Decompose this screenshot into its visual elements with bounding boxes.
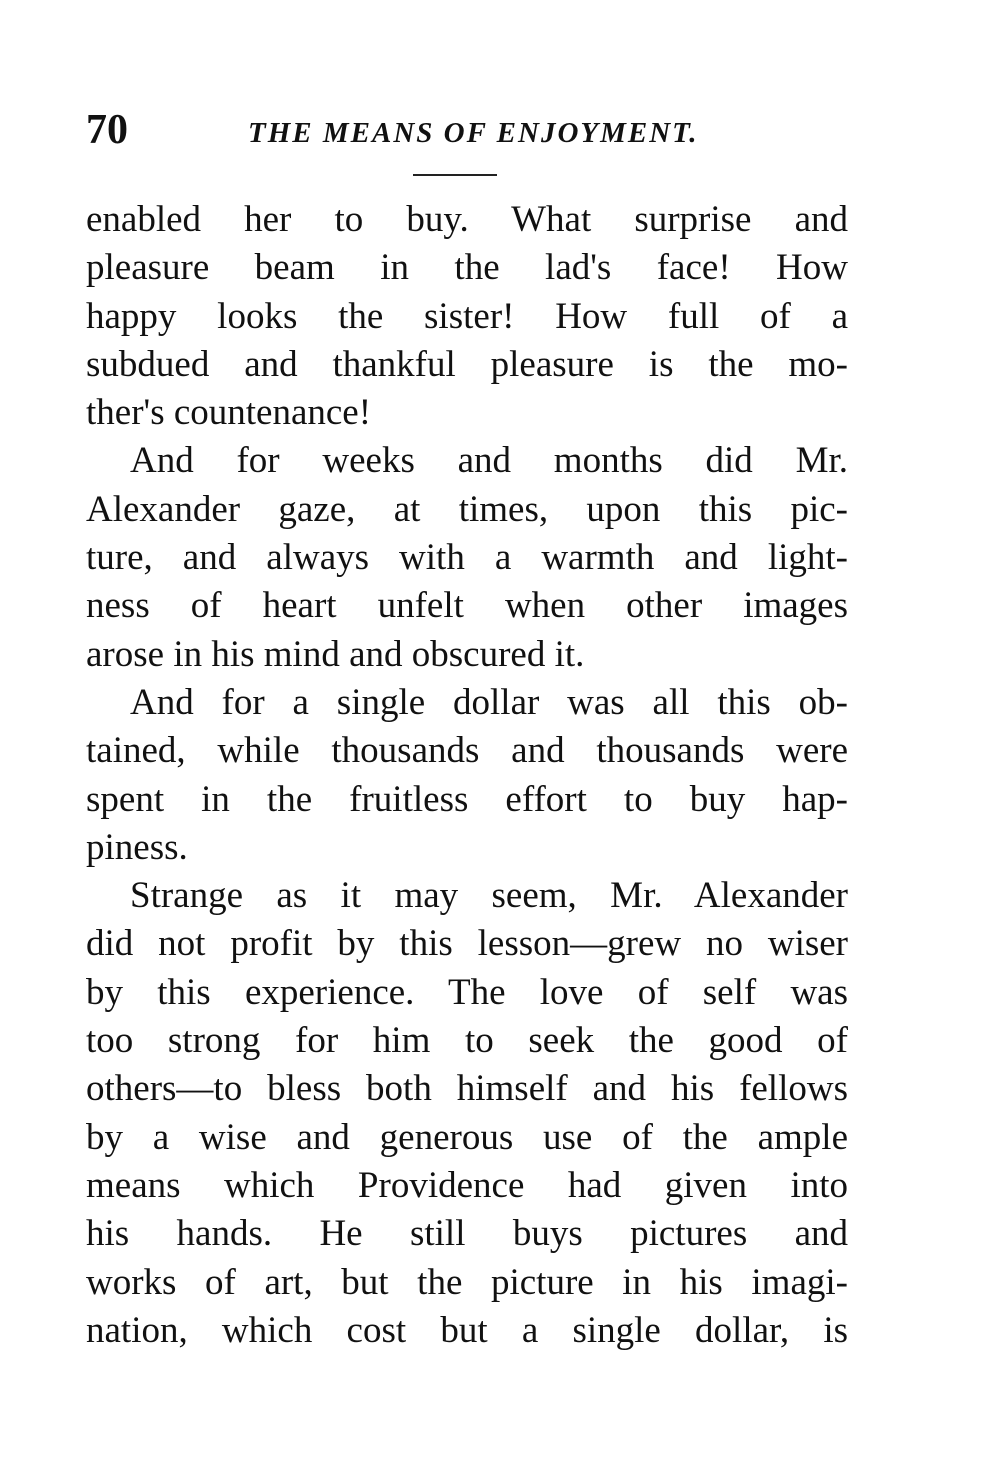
text-line: Strange as it may seem, Mr. Alexander (130, 875, 848, 917)
text-line: Alexander gaze, at times, upon this pic- (86, 488, 848, 530)
text-line: too strong for him to seek the good of (86, 1020, 848, 1062)
text-line: spent in the fruitless effort to buy hap- (86, 778, 848, 820)
text-line: ness of heart unfelt when other images (86, 585, 848, 627)
text-line: subdued and thankful pleasure is the mo- (86, 343, 848, 385)
text-line: And for a single dollar was all this ob- (130, 681, 848, 723)
body-text (86, 196, 848, 1355)
text-line: arose in his mind and obscured it. (86, 633, 585, 675)
text-line: his hands. He still buys pictures and (86, 1213, 848, 1255)
text-line: nation, which cost but a single dollar, is (86, 1309, 848, 1351)
text-line: happy looks the sister! How full of a (86, 295, 848, 337)
text-line: means which Providence had given into (86, 1164, 848, 1206)
text-line: piness. (86, 826, 188, 868)
page-number: 70 (86, 107, 128, 153)
text-line: by this experience. The love of self was (86, 971, 848, 1013)
text-line: ture, and always with a warmth and light- (86, 537, 848, 579)
text-line: did not profit by this lesson—grew no wiser (86, 923, 848, 965)
text-line: tained, while thousands and thousands were (86, 730, 848, 772)
text-line: And for weeks and months did Mr. (130, 440, 848, 482)
text-line: by a wise and generous use of the ample (86, 1116, 848, 1158)
header-rule (413, 174, 497, 176)
running-title: THE MEANS OF ENJOYMENT. (248, 117, 699, 149)
text-line: enabled her to buy. What surprise and (86, 199, 848, 240)
text-line: ther's countenance! (86, 392, 372, 434)
text-line: others—to bless both himself and his fellows (86, 1068, 848, 1110)
text-line: works of art, but the picture in his imagi- (86, 1261, 848, 1303)
page-header (86, 100, 846, 160)
text-line: pleasure beam in the lad's face! How (86, 247, 848, 289)
